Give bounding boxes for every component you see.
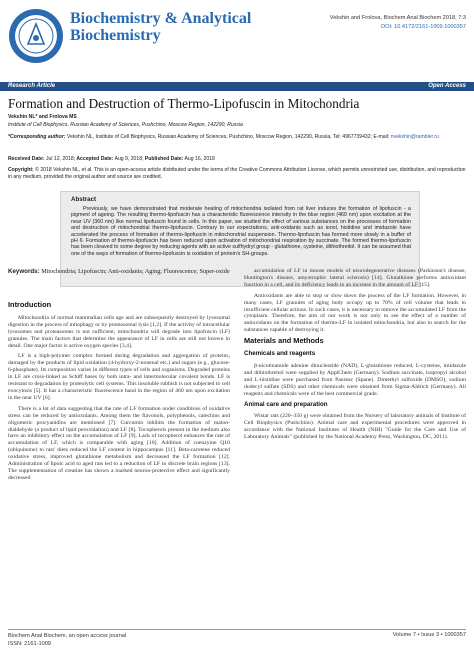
footer-divider	[8, 629, 466, 630]
paragraph: accumulation of LF in mouse models of neurodegenerative diseases (Parkinson's disease, Huntington's disease, amyotrophic lateral sclerosis) [14]. Glutathione performs antioxidant function in a cell, and its deficiency leads to an increase in the amount of LF [15].	[244, 268, 466, 288]
left-column	[8, 298, 230, 486]
paragraph: Mitochondria of normal mammalian cells age and are subsequently destroyed by lysosomal digestion in the process of mitophagy or by proteosomal lysis [1,2]. If the activity of intracellular lysosomes and proteasomes is not sufficient, mitochondria will degrade into lipofuscin (LF) granules. The main factors that determine the appearance of LF in cells are still not known in detail. One major factor is active oxygen species [3,4].	[8, 314, 230, 349]
right-column	[244, 268, 466, 445]
copyright: Copyright: © 2018 Vekshin NL, et al. This is an open-access article distributed under the terms of the Creative Commons Attribution License, which permits unrestricted use, distribution, and reproduction in any medium, provided the original author and source are credited.	[8, 167, 466, 180]
footer-journal: Biochem Anal Biochem, an open access journal ISSN: 2161-1009	[8, 633, 127, 647]
journal-title[interactable]: Biochemistry & Analytical Biochemistry	[70, 10, 252, 44]
animal-care-heading: Animal care and preparation	[244, 400, 328, 408]
open-access-label: Open Access	[428, 83, 466, 89]
corresponding-author: *Corresponding author: Vekshin NL, Institute of Cell Biophysics, Russian Academy of Sciences, Pushchino, Moscow Region, 142290, Russia, Tel: 4967739432; E-mail: nvekshin@rambler.ru	[8, 134, 439, 140]
introduction-heading: Introduction	[8, 300, 52, 309]
journal-seal-logo	[8, 8, 64, 64]
affiliation: Institute of Cell Biophysics, Russian Academy of Sciences, Pushchino, Moscow Region, 142290, Russia	[8, 122, 243, 128]
authors: Vekshin NL* and Frolova MS	[8, 114, 77, 120]
citation-block	[300, 14, 466, 32]
doi-link[interactable]: DOI: 10.4172/2161-1009.1000357	[381, 24, 466, 30]
article-title: Formation and Destruction of Thermo-Lipofuscin in Mitochondria	[8, 96, 360, 111]
dates: Received Date: Jul 12, 2018; Accepted Date: Aug 9, 2018; Published Date: Aug 16, 2018	[8, 156, 215, 162]
citation: Vekshin and Frolova, Biochem Anal Biochem 2018, 7:3	[329, 15, 466, 21]
article-type-band	[0, 82, 474, 91]
paragraph: Wistar rats (220–350 g) were obtained from the Nursery of laboratory animals of Institute of Cell Biophysics (Pushchino). Animal care and experimental procedures were approved in accordance with the National Institutes of Health (NIH) "Guide for the Care and Use of Laboratory Animals" (published by the National Academy Press, Washington, DC, 2011).	[244, 413, 466, 441]
paragraph: There is a lot of data suggesting that the rate of LF formation under conditions of oxidative stress can be reduced by antioxidants. Among them the flavonols, polyphenols, catechins and oligomeric procyanidins are mentioned [7]. Curcumin inhibits the formation of malon-dialdehyde (a product of lipid peroxidation) and LF [8]. Tocopherols present in the medium also have an inhibitory effect on the accumulation of LF [9]. Lack of tocopherol enhances the rate of accumulation of LF, which is comparable with aging [10]. Addition of coenzyme Q10 (ubiquinone) to rats' diets reduced the LF content in hippocampus [11]. Beta-carotene reduced oxidative stress, improved glutathione metabolism and decreased the LF formation [12]. Administration of lipoic acid to aged rats led to a reduction of LF in discrete brain regions [13]. The supplementation of creatine has shown a marked neuron-protective effect and significantly decreased	[8, 405, 230, 481]
abstract-heading: Abstract	[71, 196, 97, 203]
footer-volume: Volume 7 • Issue 3 • 1000357	[392, 632, 466, 638]
paragraph: β-nicotinamide adenine dinucleotide (NAD), L-glutathione reduced, L-cysteine, imidazole and dithiothreitol were supplied by ApplChem (Germany). Sodium succinate, isopropyl alcohol and L-histidine were purchased from Panreac (Spane). Dimethyl sulfoxide (DMSO), sodium dodecyl sulfate (SDS) and other chemicals were obtained from Sigma-Aldrich (Germany). All reagents and chemicals were of the best commercial grade.	[244, 362, 466, 397]
email-link[interactable]: nvekshin@rambler.ru	[390, 134, 439, 140]
article-type: Research Article	[8, 83, 56, 89]
materials-methods-heading: Materials and Methods	[244, 336, 324, 346]
paragraph: LF is a high-polymer complex formed during degradation and aggregation of proteins, damaged by the products of lipid oxidation (4-hydroxy-2-nonenal etc.) and sugars (e.g., glucose-6-phosphate). Its composition varies in different types of cells and organisms. Degraded proteins in LF are cross-linked as Schiff bases by both intra- and intermolecular covalent bonds. LF is resistant to degradation by proteolytic cell systems. This insoluble rubbish is not subjected to cell exocytosis [5]. It has a characteristic fluorescence band in the region of 460 nm upon excitation in the near UV [6].	[8, 353, 230, 401]
paragraph: Antioxidants are able to stop or slow down the process of the LF formation. However, in many cases, LF granules of aging body occupy up to 70% of cell volume that leads to insufficient cellular actions. In such cases, it is necessary to remove the accumulated LF from the cytoplasm. Therefore, the aim of our work is not only to see the effect of a number of antioxidants on the formation of thermo-LF in isolated mitochondria, but also to search for the substances capable of destroying it.	[244, 292, 466, 334]
abstract-text: Previously, we have demonstrated that moderate heating of mitochondria isolated from rat liver induces the formation of lipofuscin - a pigment of ageing. The resulting thermo-lipofuscin has a characteristic fluorescence intensity in the blue region (460 nm) upon excitation at the near UV (360 nm) like normal lipofuscin found in cells. In this paper, we studied the effect of various substances on the processes of formation and destruction of mitochondrial thermo-lipofuscin. Contrary to our expectations, anti-oxidants such as ionol, histidine and imidazole have accelerated the process of formation of thermo-lipofuscin in mitochondrial suspension. Thermo-lipofuscin has formed more slowly in a buffer of pH 6. Formation of thermo-lipofuscin has been reduced upon activation of mitochondrial respiration by succinate. The formed thermo-lipofuscin has been cleaved to some degree by reducing agents with an active sulfhydryl group - glutathione, cysteine, dithiothreitol. It can be assumed that one of the ways of formation of thermo-lipofuscin is oxidation of protein's SH-groups.	[71, 206, 411, 257]
chemicals-heading: Chemicals and reagents	[244, 350, 316, 358]
keywords: Keywords: Mitochondria; Lipofuscin; Anti-oxidants; Aging; Fluorescence; Super-oxide	[8, 268, 230, 275]
